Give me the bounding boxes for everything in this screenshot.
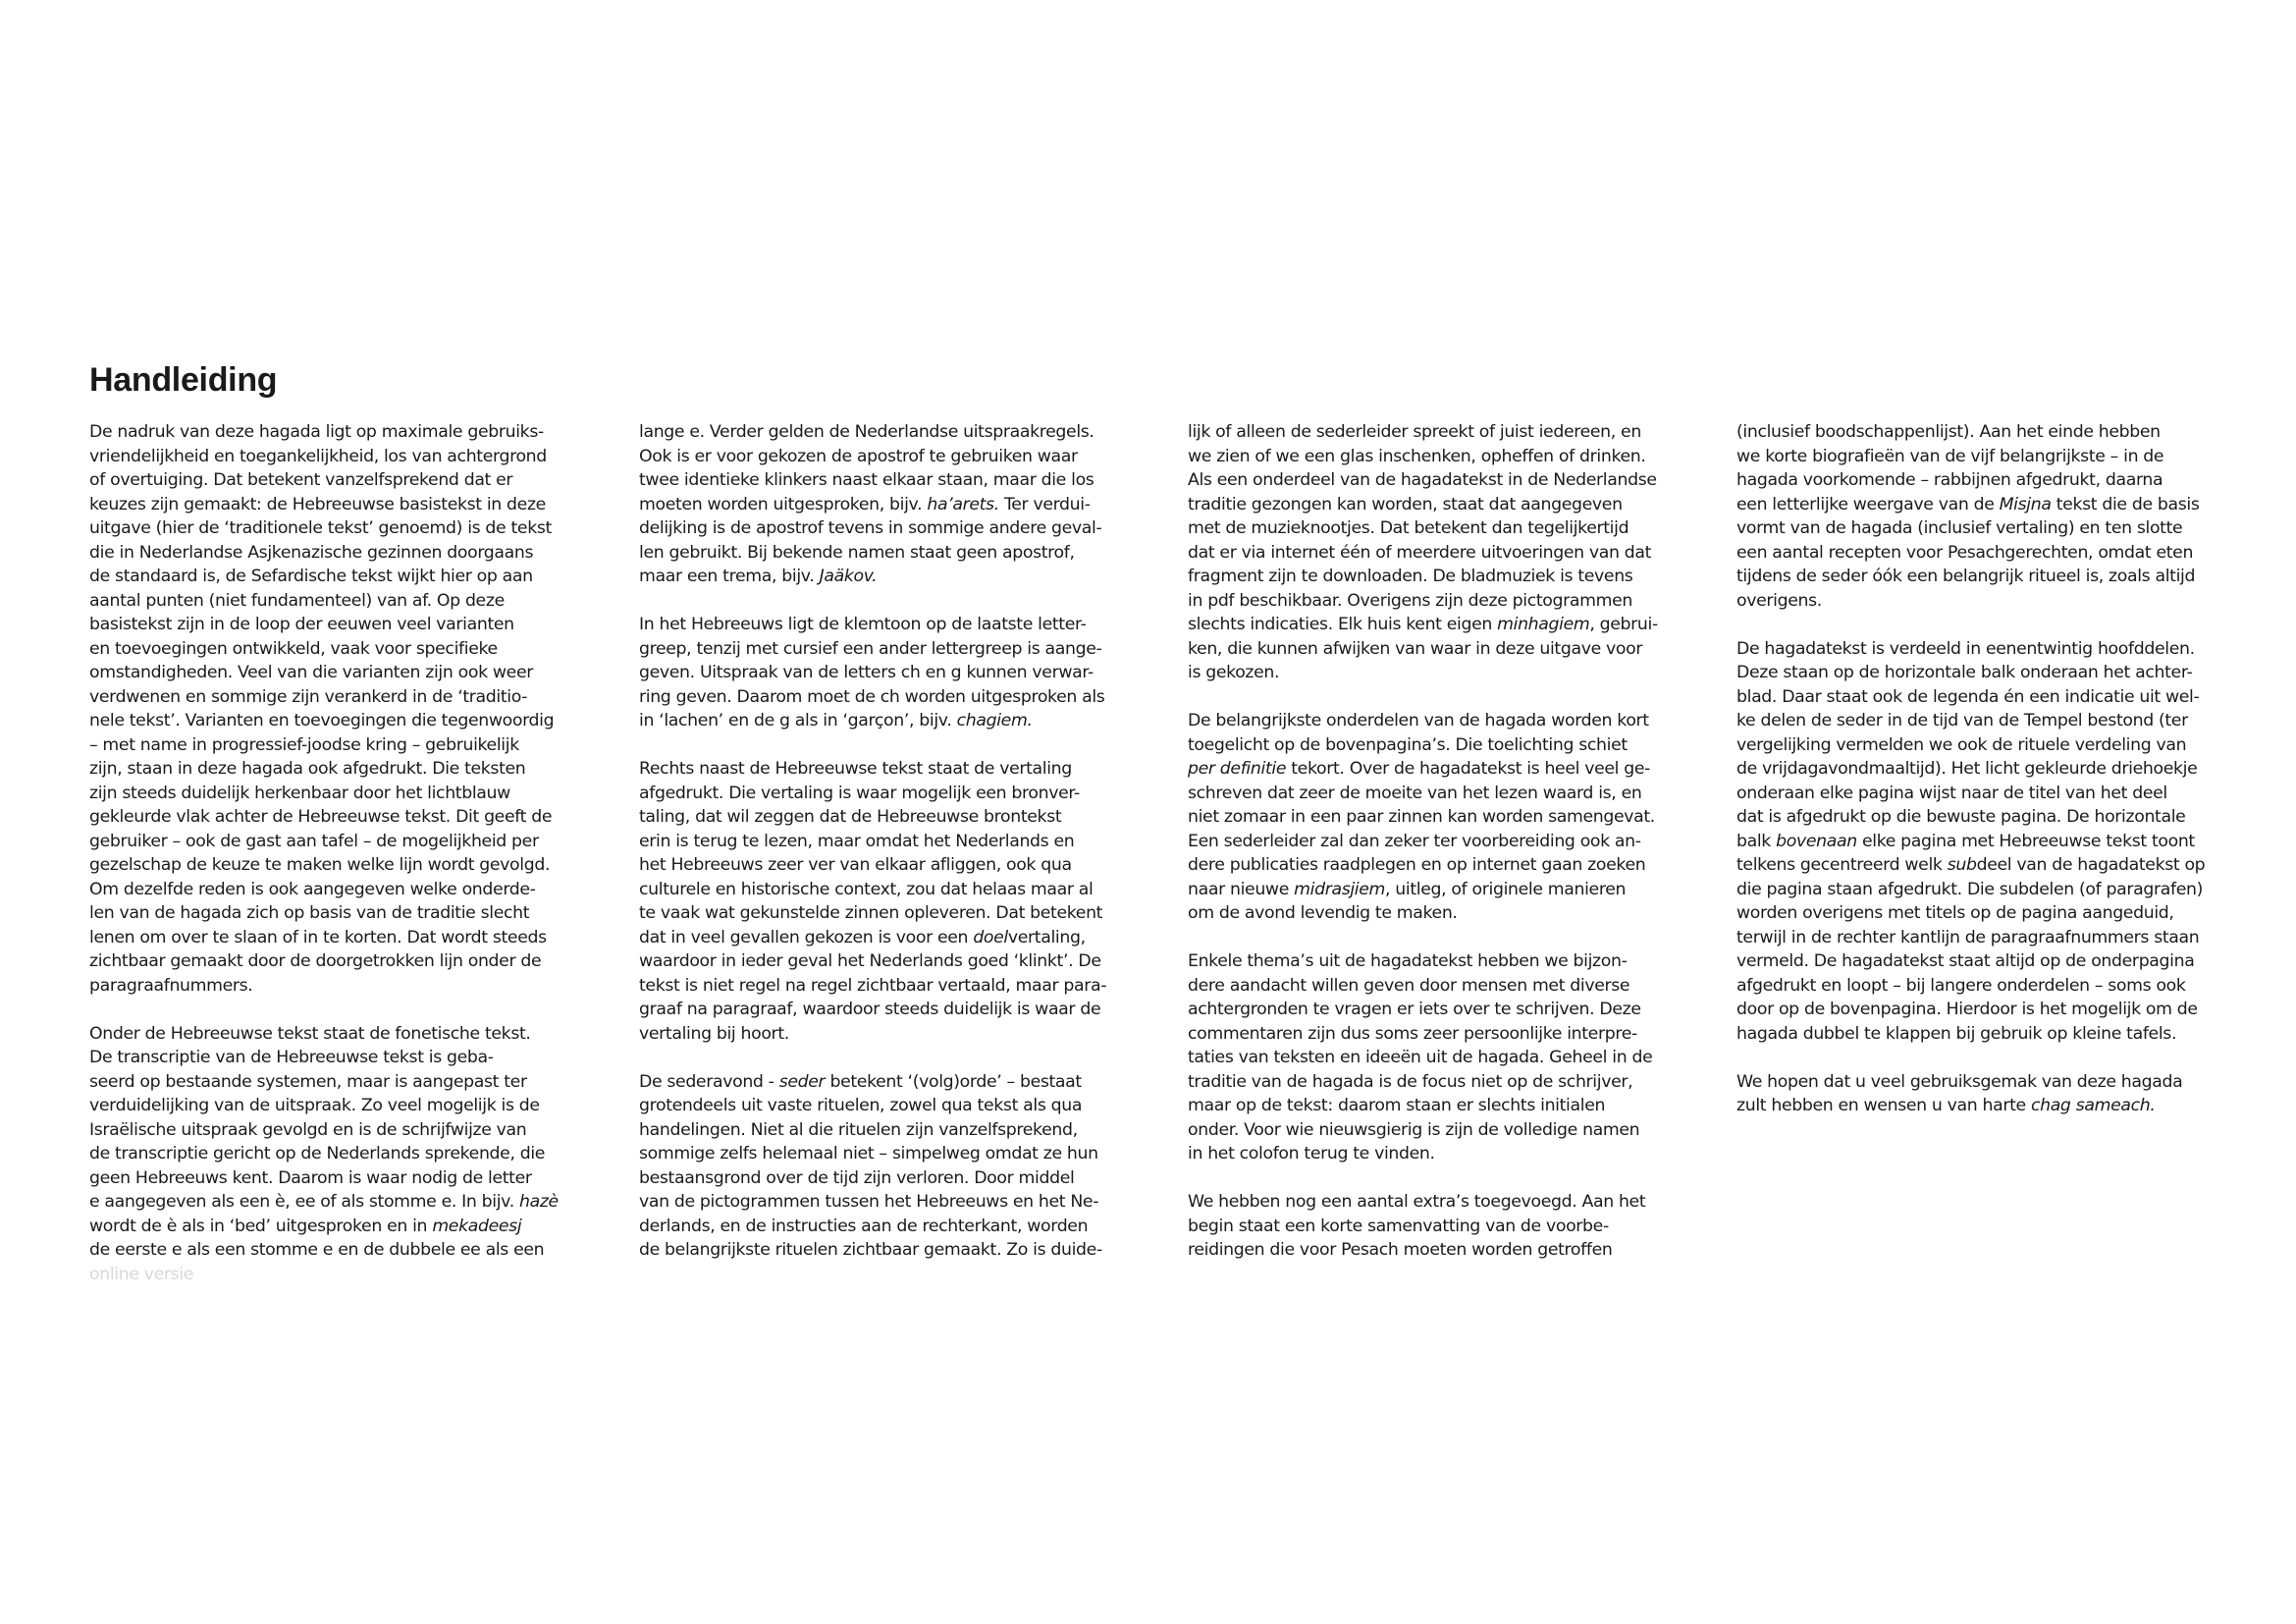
text-line: vriendelijkheid en toegankelijkheid, los van achtergrond <box>89 446 547 466</box>
text-line: aantal punten (niet fundamenteel) van af. Op deze <box>89 590 505 611</box>
text-line: vermeld. De hagadatekst staat altijd op de onderpagina <box>1736 951 2195 971</box>
text-line: gekleurde vlak achter de Hebreeuwse tekst. Dit geeft de <box>89 807 553 827</box>
text-line: keuzes zijn gemaakt: de Hebreeuwse basistekst in deze <box>89 494 546 514</box>
text-line: worden overigens met titels op de pagina aangeduid, <box>1736 903 2174 923</box>
text-line: door op de bovenpagina. Hierdoor is het mogelijk om de <box>1736 1000 2198 1019</box>
text-line: van de pictogrammen tussen het Hebreeuws en het Ne- <box>639 1192 1099 1212</box>
text-line: begin staat een korte samenvatting van de voorbe- <box>1188 1216 1609 1236</box>
text-line: De hagadatekst is verdeeld in eenentwintig hoofddelen. <box>1736 638 2195 659</box>
text-line: achtergronden te vragen er iets over te schrijven. Deze <box>1188 1000 1641 1019</box>
text-line: Rechts naast de Hebreeuwse tekst staat de vertaling <box>639 759 1072 779</box>
text-line: handelingen. Niet al die rituelen zijn vanzelfsprekend, <box>639 1119 1078 1140</box>
text-line: die pagina staan afgedrukt. Die subdelen (of paragrafen) <box>1736 879 2204 899</box>
text-line: niet zomaar in een paar zinnen kan worden samengevat. <box>1188 807 1655 827</box>
text-line: Om dezelfde reden is ook aangegeven welke onderde- <box>89 879 536 899</box>
text-line: omstandigheden. Veel van die varianten zijn ook weer <box>89 663 533 682</box>
text-line: zichtbaar gemaakt door de doorgetrokken lijn onder de <box>89 951 542 971</box>
text-line: verdwenen en sommige zijn verankerd in de ‘traditio- <box>89 686 528 707</box>
text-line: delijking is de apostrof tevens in sommige andere geval- <box>639 518 1102 538</box>
paragraph <box>639 420 1149 589</box>
text-line: gezelschap de keuze te maken welke lijn wordt gevolgd. <box>89 855 551 875</box>
text-line: taties van teksten en ideeën uit de hagada. Geheel in de <box>1188 1048 1653 1067</box>
text-line: terwijl in de rechter kantlijn de paragraafnummers staan <box>1736 927 2200 947</box>
text-line: zijn steeds duidelijk herkenbaar door het lichtblauw <box>89 783 510 803</box>
paragraph <box>1188 1190 1698 1263</box>
text-line: om de avond levendig te maken. <box>1188 903 1458 923</box>
text-line: maar op de tekst: daarom staan er slechts initialen <box>1188 1096 1606 1115</box>
text-line: traditie van de hagada is de focus niet op de schrijver, <box>1188 1071 1633 1092</box>
text-line: met de muzieknootjes. Dat betekent dan tegelijkertijd <box>1188 518 1629 538</box>
text-line: hagada dubbel te klappen bij gebruik op kleine tafels. <box>1736 1023 2177 1044</box>
paragraph <box>639 1070 1149 1263</box>
text-line: we korte biografieën van de vijf belangrijkste – in de <box>1736 446 2164 466</box>
text-line: De nadruk van deze hagada ligt op maximale gebruiks- <box>89 422 544 442</box>
text-line: erin is terug te lezen, maar omdat het Nederlands en <box>639 831 1075 851</box>
paragraph <box>1188 949 1698 1166</box>
text-line: ken, die kunnen afwijken van waar in deze uitgave voor <box>1188 638 1643 659</box>
text-line: blad. Daar staat ook de legenda én een indicatie uit wel- <box>1736 686 2200 707</box>
text-line: Ook is er voor gekozen de apostrof te gebruiken waar <box>639 446 1078 466</box>
text-line: schreven dat zeer de moeite van het lezen waard is, en <box>1188 783 1642 803</box>
text-line: de transcriptie gericht op de Nederlands sprekende, die <box>89 1144 546 1164</box>
text-line: of overtuiging. Dat betekent vanzelfsprekend dat er <box>89 470 513 490</box>
text-line: de standaard is, de Sefardische tekst wijkt hier op aan <box>89 567 533 586</box>
text-line: wordt de è als in ‘bed’ uitgesproken en in mekadeesj <box>89 1216 522 1236</box>
text-line: dat in veel gevallen gekozen is voor een doelvertaling, <box>639 927 1086 947</box>
text-line: dat er via internet één of meerdere uitvoeringen van dat <box>1188 542 1652 563</box>
text-line: Als een onderdeel van de hagadatekst in de Nederlandse <box>1188 470 1657 490</box>
text-line: ring geven. Daarom moet de ch worden uitgesproken als <box>639 686 1105 707</box>
text-line: waardoor in ieder geval het Nederlands goed ‘klinkt’. De <box>639 951 1101 971</box>
text-line: zijn, staan in deze hagada ook afgedrukt. Die teksten <box>89 759 526 779</box>
text-line: tekst is niet regel na regel zichtbaar vertaald, maar para- <box>639 975 1107 996</box>
text-line: afgedrukt en loopt – bij langere onderdelen – soms ook <box>1736 975 2186 996</box>
text-line: bestaansgrond over de tijd zijn verloren. Door middel <box>639 1167 1075 1188</box>
text-line: De sederavond - seder betekent ‘(volg)orde’ – bestaat <box>639 1071 1082 1092</box>
text-line: dat is afgedrukt op die bewuste pagina. De horizontale <box>1736 807 2186 827</box>
text-line: in ‘lachen’ en de g als in ‘garçon’, bijv. chagiem. <box>639 711 1033 731</box>
text-line: gebruiker – ook de gast aan tafel – de mogelijkheid per <box>89 831 539 851</box>
text-line: grotendeels uit vaste rituelen, zowel qua tekst als qua <box>639 1096 1083 1115</box>
text-line: een aantal recepten voor Pesachgerechten, omdat eten <box>1736 542 2194 563</box>
text-line: lange e. Verder gelden de Nederlandse uitspraakregels. <box>639 422 1095 442</box>
paragraph <box>1736 420 2247 613</box>
text-line: We hopen dat u veel gebruiksgemak van deze hagada <box>1736 1071 2183 1092</box>
text-line: Een sederleider zal dan zeker ter voorbereiding ook an- <box>1188 831 1641 851</box>
text-column-1 <box>89 420 600 1286</box>
text-line: basistekst zijn in de loop der eeuwen veel varianten <box>89 615 514 634</box>
text-line: tijdens de seder óók een belangrijk ritueel is, zoals altijd <box>1736 567 2196 586</box>
text-line: Onder de Hebreeuwse tekst staat de fonetische tekst. <box>89 1023 531 1044</box>
text-line: verduidelijking van de uitspraak. Zo veel mogelijk is de <box>89 1096 540 1115</box>
text-line: is gekozen. <box>1188 663 1280 682</box>
text-line: greep, tenzij met cursief een ander lettergreep is aange- <box>639 638 1102 659</box>
text-line: taling, dat wil zeggen dat de Hebreeuwse brontekst <box>639 807 1062 827</box>
text-line: We hebben nog een aantal extra’s toegevoegd. Aan het <box>1188 1192 1646 1212</box>
text-column-4 <box>1736 420 2247 1142</box>
text-line: De transcriptie van de Hebreeuwse tekst is geba- <box>89 1048 494 1067</box>
text-line: derlands, en de instructies aan de rechterkant, worden <box>639 1216 1089 1236</box>
text-line: die in Nederlandse Asjkenazische gezinnen doorgaans <box>89 542 534 563</box>
text-line: slechts indicaties. Elk huis kent eigen minhagiem, gebrui- <box>1188 615 1658 634</box>
text-line: in het colofon terug te vinden. <box>1188 1144 1435 1164</box>
text-line: In het Hebreeuws ligt de klemtoon op de laatste letter- <box>639 615 1087 634</box>
text-line: moeten worden uitgesproken, bijv. ha’arets. Ter verdui- <box>639 494 1091 514</box>
page-title: Handleiding <box>89 361 278 399</box>
text-column-2 <box>639 420 1149 1286</box>
text-line: Israëlische uitspraak gevolgd en is de schrijfwijze van <box>89 1119 527 1140</box>
text-line: twee identieke klinkers naast elkaar staan, maar die los <box>639 470 1095 490</box>
text-line: te vaak wat gekunstelde zinnen opleveren. Dat betekent <box>639 903 1103 923</box>
text-line: onderaan elke pagina wijst naar de titel van het deel <box>1736 783 2167 803</box>
text-line: len van de hagada zich op basis van de traditie slecht <box>89 903 530 923</box>
text-line: het Hebreeuws zeer ver van elkaar afliggen, ook qua <box>639 855 1072 875</box>
text-line: de vrijdagavondmaaltijd). Het licht gekleurde driehoekje <box>1736 759 2198 779</box>
text-line: telkens gecentreerd welk subdeel van de hagadatekst op <box>1736 855 2206 875</box>
text-line: zult hebben en wensen u van harte chag sameach. <box>1736 1096 2156 1115</box>
text-line: een letterlijke weergave van de Misjna tekst die de basis <box>1736 494 2200 514</box>
text-line: commentaren zijn dus soms zeer persoonlijke interpre- <box>1188 1023 1637 1044</box>
paragraph <box>1188 420 1698 685</box>
text-line: lenen om over te slaan of in te korten. Dat wordt steeds <box>89 927 547 947</box>
text-line: len gebruikt. Bij bekende namen staat geen apostrof, <box>639 542 1075 563</box>
text-line: – met name in progressief-joodse kring – gebruikelijk <box>89 734 519 755</box>
paragraph <box>639 613 1149 733</box>
text-line: naar nieuwe midrasjiem, uitleg, of originele manieren <box>1188 879 1627 899</box>
text-line: vormt van de hagada (inclusief vertaling) en ten slotte <box>1736 518 2183 538</box>
text-line: maar een trema, bijv. Jaäkov. <box>639 567 878 586</box>
paragraph <box>1736 637 2247 1047</box>
text-line: graaf na paragraaf, waardoor steeds duidelijk is waar de <box>639 1000 1101 1019</box>
text-line: Deze staan op de horizontale balk onderaan het achter- <box>1736 663 2193 682</box>
text-line: seerd op bestaande systemen, maar is aangepast ter <box>89 1071 527 1092</box>
text-line: e aangegeven als een è, ee of als stomme e. In bijv. hazè <box>89 1192 559 1212</box>
text-line: overigens. <box>1736 590 1822 611</box>
text-line: dere publicaties raadplegen en op internet gaan zoeken <box>1188 855 1646 875</box>
text-line: culturele en historische context, zou dat helaas maar al <box>639 879 1094 899</box>
text-line: geen Hebreeuws kent. Daarom is waar nodig de letter <box>89 1167 532 1188</box>
text-line: per definitie tekort. Over de hagadatekst is heel veel ge- <box>1188 759 1651 779</box>
text-line: de eerste e als een stomme e en de dubbele ee als een <box>89 1240 545 1260</box>
text-line: (inclusief boodschappenlijst). Aan het einde hebben <box>1736 422 2161 442</box>
text-line: afgedrukt. Die vertaling is waar mogelijk een bronver- <box>639 783 1080 803</box>
text-line: onder. Voor wie nieuwsgierig is zijn de volledige namen <box>1188 1119 1640 1140</box>
text-line: en toevoegingen ontwikkeld, vaak voor specifieke <box>89 638 498 659</box>
text-line: in pdf beschikbaar. Overigens zijn deze pictogrammen <box>1188 590 1632 611</box>
text-line: balk bovenaan elke pagina met Hebreeuwse tekst toont <box>1736 831 2195 851</box>
text-line: dere aandacht willen geven door mensen met diverse <box>1188 975 1630 996</box>
text-line: we zien of we een glas inschenken, opheffen of drinken. <box>1188 446 1646 466</box>
text-line: sommige zelfs helemaal niet – simpelweg omdat ze hun <box>639 1144 1098 1164</box>
paragraph <box>1736 1070 2247 1118</box>
text-line: hagada voorkomende – rabbijnen afgedrukt, daarna <box>1736 470 2163 490</box>
paragraph <box>89 420 600 998</box>
text-line: fragment zijn te downloaden. De bladmuziek is tevens <box>1188 567 1633 586</box>
text-line: geven. Uitspraak van de letters ch en g kunnen verwar- <box>639 663 1094 682</box>
paragraph <box>1188 709 1698 926</box>
text-line: vergelijking vermelden we ook de rituele verdeling van <box>1736 734 2187 755</box>
text-line: reidingen die voor Pesach moeten worden getroffen <box>1188 1240 1613 1260</box>
paragraph <box>89 1022 600 1263</box>
text-line: traditie gezongen kan worden, staat dat aangegeven <box>1188 494 1623 514</box>
text-line: toegelicht op de bovenpagina’s. Die toelichting schiet <box>1188 734 1628 755</box>
text-line: de belangrijkste rituelen zichtbaar gemaakt. Zo is duide- <box>639 1240 1102 1260</box>
text-column-3 <box>1188 420 1698 1286</box>
text-line: paragraafnummers. <box>89 975 253 996</box>
text-line: De belangrijkste onderdelen van de hagada worden kort <box>1188 711 1649 731</box>
text-line: uitgave (hier de ‘traditionele tekst’ genoemd) is de tekst <box>89 518 552 538</box>
text-line: Enkele thema’s uit de hagadatekst hebben we bijzon- <box>1188 951 1628 971</box>
text-line: nele tekst’. Varianten en toevoegingen die tegenwoordig <box>89 711 555 731</box>
text-line: lijk of alleen de sederleider spreekt of juist iedereen, en <box>1188 422 1641 442</box>
paragraph <box>639 757 1149 1046</box>
text-line: vertaling bij hoort. <box>639 1023 789 1044</box>
text-line: ke delen de seder in de tijd van de Tempel bestond (ter <box>1736 711 2188 731</box>
online-version-note: online versie <box>89 1265 194 1284</box>
